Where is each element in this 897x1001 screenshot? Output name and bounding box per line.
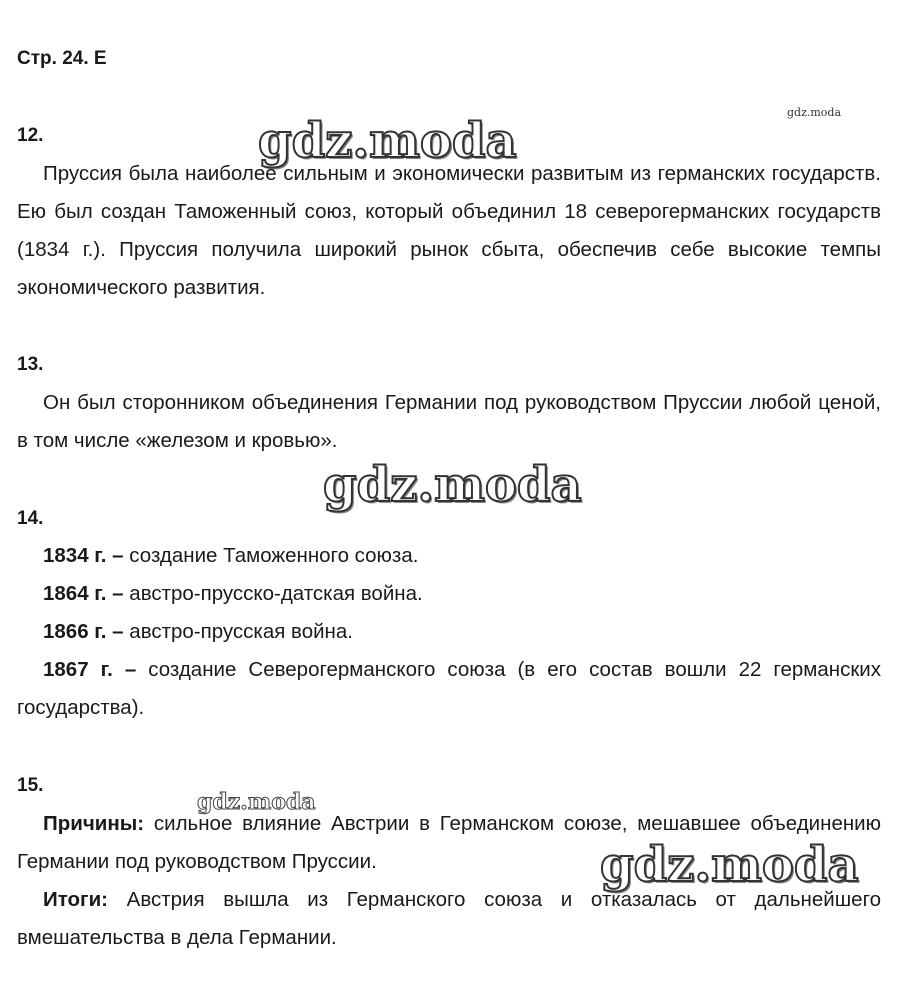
watermark-medium: gdz.moda (197, 789, 316, 815)
causes-text: сильное влияние Австрии в Германском союзе, мешавшее объединению Германии под руководством Пруссии. (17, 812, 881, 873)
event-year: 1864 г. – (43, 582, 124, 605)
event-year: 1867 г. – (43, 658, 137, 681)
answer-15-results (17, 881, 881, 957)
watermark-top: gdz.moda (258, 113, 517, 169)
event-year: 1834 г. – (43, 544, 124, 567)
event-text: создание Таможенного союза. (123, 544, 419, 567)
causes-label: Причины: (43, 812, 145, 835)
event-text: создание Северогерманского союза (в его состав вошли 22 германских государства). (17, 658, 881, 719)
question-number-12: 12. (17, 125, 44, 146)
answer-15-causes (17, 805, 881, 881)
question-number-15: 15. (17, 775, 44, 796)
timeline-event (43, 575, 423, 613)
answer-13: Он был сторонником объединения Германии под руководством Пруссии любой ценой, в том числе «железом и кровью». (17, 391, 881, 452)
watermark-small: gdz.moda (787, 106, 842, 119)
event-text: австро-прусско-датская война. (123, 582, 423, 605)
question-number-14: 14. (17, 508, 44, 529)
timeline-event (17, 651, 881, 727)
timeline-event (43, 613, 353, 651)
watermark-bottom: gdz.moda (600, 837, 859, 893)
answer-12: Пруссия была наиболее сильным и экономически развитым из германских государств. Ею был создан Таможенный союз, который объединил 18 северогерманских государств (1834 г.). Пруссия получила широкий рынок сбыта, обеспечив себе высокие темпы экономического развития. (17, 162, 881, 299)
results-text: Австрия вышла из Германского союза и отказалась от дальнейшего вмешательства в дела Германии. (17, 888, 881, 949)
watermark-middle: gdz.moda (323, 457, 582, 513)
question-number-13: 13. (17, 354, 44, 375)
event-text: австро-прусская война. (123, 620, 353, 643)
event-year: 1866 г. – (43, 620, 124, 643)
page-reference: Стр. 24. Е (17, 48, 107, 69)
results-label: Итоги: (43, 888, 108, 911)
timeline-event (43, 537, 418, 575)
